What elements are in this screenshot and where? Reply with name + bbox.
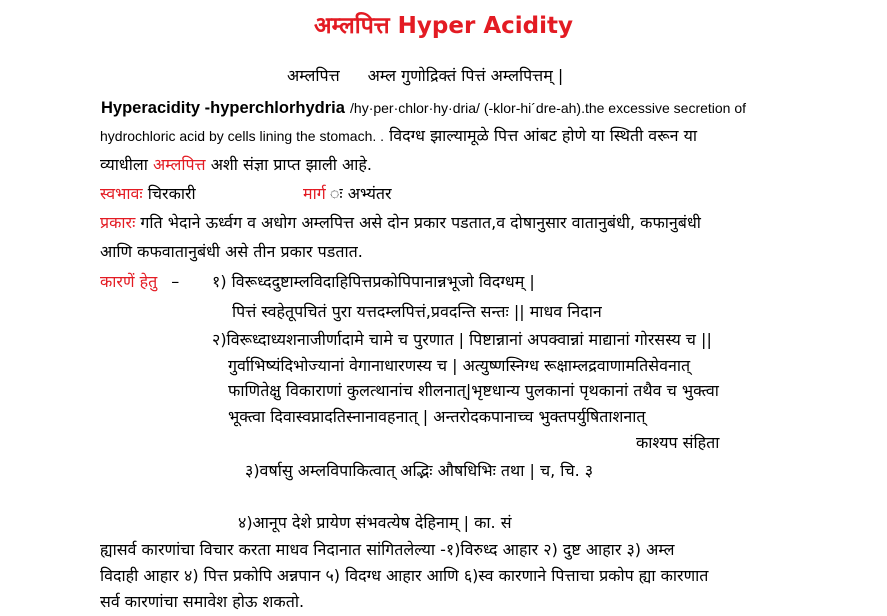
prakar-label: प्रकार [100,213,136,232]
prakar-text: ः गति भेदाने ऊर्ध्वग व अधोग अम्लपित्त असे दोन प्रकार पडतात,व दोषानुसार वातानुबंधी, कफानुबंधी [135,213,701,232]
shloka-line: २)विरूध्दाध्यशनाजीर्णादामे चामे च पुरणात | पिष्टान्नानां अपक्वान्नां माद्यानां गोरसस्य च || [212,330,712,349]
shloka-line: फाणितेक्षु विकाराणां कुलत्थानांच शीलनात्|भृष्टधान्य पुलकानां पृथकानां तथैव च भुक्त्वा [228,381,719,400]
summary-line-1: ह्यासर्व कारणांचा विचार करता माधव निदानात सांगितलेल्या -१)विरुध्द आहार २) दुष्ट आहार ३) अम्ल [100,540,675,559]
definition-text: अम्ल गुणोद्रिक्तं पित्तं अम्लपित्तम् | [367,66,564,85]
karan-dash: – [171,272,180,291]
hyperacidity-line-3 [100,155,372,175]
hyperacidity-line-2 [100,126,697,146]
naming-text-post: अशी संज्ञा प्राप्त झाली आहे. [205,155,372,174]
hyperacidity-line [101,98,746,118]
amlapitta-highlight: अम्लपित्त [152,155,206,174]
source-citation: काश्यप संहिता [636,433,720,452]
naming-text-pre: व्याधीला [100,155,153,174]
pronunciation: /hy·per·chlor·hy·dria/ (-klor-hi´dre-ah).the excessive secretion of [350,100,747,116]
swabhava-label: स्वभावः [100,184,143,203]
prakar-line-2: आणि कफवातानुबंधी असे तीन प्रकार पडतात. [100,242,363,261]
definition-english: hydrochloric acid by cells lining the stomach. . [100,128,385,144]
shloka-line: ४)आनूप देशे प्रायेण संभवत्येष देहिनाम् | का. सं [238,513,512,532]
summary-line-2: विदाही आहार ४) पित्त प्रकोपि अन्नपान ५) विदग्ध आहार आणि ६)स्व कारणाने पित्ताचा प्रकोप ह्या कारणात [100,566,709,585]
karan-label-line [100,272,179,292]
definition-term: अम्लपित्त [287,66,340,85]
hyperacidity-term: Hyperacidity -hyperchlorhydria [101,99,345,117]
marga-value: ः अभ्यंतर [342,184,392,203]
shloka-line: पित्तं स्वहेतूपचितं पुरा यत्तदम्लपित्तं,प्रवदन्ति सन्तः || माधव निदान [232,302,602,321]
marga-line [303,184,392,204]
summary-line-3: सर्व कारणांचा समावेश होऊ शकतो. [100,592,305,611]
swabhava-value: चिरकारी [147,184,196,203]
swabhava-line [100,184,196,204]
shloka-line: ३)वर्षासु अम्लविपाकित्वात् अद्भिः औषधिभिः तथा | च, चि. ३ [245,461,594,480]
definition-line [287,66,563,86]
karan-label: कारणें हेतु [100,272,158,291]
shloka-line: गुर्वाभिष्यंदिभोज्यानां वेगानाधारणस्य च | अत्युष्णस्निग्ध रूक्षाम्लद्रवाणामतिसेवनात् [228,356,691,375]
shloka-line: १) विरूध्ददुष्टाम्लविदाहिपित्तप्रकोपिपानान्नभूजो विदग्धम् | [212,272,535,291]
definition-marathi: विदग्ध झाल्यामूळे पित्त आंबट होणे या स्थिती वरून या [389,126,698,145]
prakar-line-1 [100,213,701,233]
page-title: अम्लपित्त Hyper Acidity [314,13,573,39]
marga-label: मार्ग [303,184,326,203]
shloka-line: भूक्त्वा दिवास्वप्नादतिस्नानावहनात् | अन्तरोदकपानाच्च भुक्तपर्युषिताशनात् [228,407,646,426]
